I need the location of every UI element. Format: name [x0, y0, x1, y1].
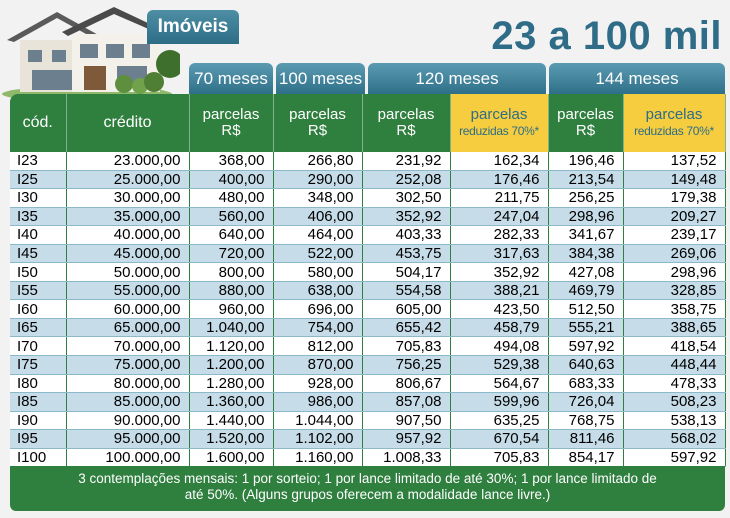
- cell-m100: 580,00: [273, 263, 362, 282]
- cell-m120r: 282,33: [450, 226, 548, 245]
- cell-m120r: 423,50: [450, 300, 548, 319]
- cell-m70: 480,00: [189, 189, 273, 208]
- cell-m144r: 448,44: [623, 356, 725, 375]
- cell-m120: 605,00: [362, 300, 450, 319]
- cell-m144: 854,17: [548, 448, 623, 467]
- cell-credito: 70.000,00: [66, 337, 189, 356]
- cell-cod: I30: [10, 189, 66, 208]
- cell-m120: 252,08: [362, 170, 450, 189]
- cell-m70: 640,00: [189, 226, 273, 245]
- cell-m70: 1.200,00: [189, 356, 273, 375]
- cell-m120r: 176,46: [450, 170, 548, 189]
- cell-m144r: 328,85: [623, 281, 725, 300]
- cell-m100: 754,00: [273, 318, 362, 337]
- footnote-line-2: até 50%. (Alguns grupos oferecem a modalidade lance livre.): [184, 487, 551, 502]
- cell-credito: 75.000,00: [66, 356, 189, 375]
- cell-m100: 522,00: [273, 244, 362, 263]
- table-row: [10, 356, 725, 375]
- cell-m100: 464,00: [273, 226, 362, 245]
- cell-credito: 90.000,00: [66, 411, 189, 430]
- cell-m144: 811,46: [548, 430, 623, 449]
- cell-m120r: 247,04: [450, 207, 548, 226]
- cell-m144: 256,25: [548, 189, 623, 208]
- header-reduzidas-label: reduzidas 70%*: [634, 124, 714, 138]
- table-row: [10, 374, 725, 393]
- cell-m100: 1.102,00: [273, 430, 362, 449]
- credit-range-title: 23 a 100 mil: [491, 14, 722, 58]
- cell-m100: 406,00: [273, 207, 362, 226]
- installments-table-wrap: [10, 94, 725, 467]
- installments-table: [10, 94, 726, 467]
- cell-credito: 95.000,00: [66, 430, 189, 449]
- cell-m144r: 478,33: [623, 374, 725, 393]
- cell-m70: 1.120,00: [189, 337, 273, 356]
- cell-m70: 800,00: [189, 263, 273, 282]
- table-body: [10, 152, 725, 467]
- table-row: [10, 337, 725, 356]
- cell-m144: 726,04: [548, 393, 623, 412]
- cell-m70: 1.280,00: [189, 374, 273, 393]
- cell-cod: I50: [10, 263, 66, 282]
- header-reduzidas-144: [623, 94, 725, 152]
- cell-m100: 1.044,00: [273, 411, 362, 430]
- cell-m144r: 298,96: [623, 263, 725, 282]
- cell-credito: 100.000,00: [66, 448, 189, 467]
- cell-m120: 907,50: [362, 411, 450, 430]
- table-row: [10, 430, 725, 449]
- cell-m144: 597,92: [548, 337, 623, 356]
- cell-m144r: 209,27: [623, 207, 725, 226]
- cell-cod: I70: [10, 337, 66, 356]
- cell-m120r: 388,21: [450, 281, 548, 300]
- cell-m100: 1.160,00: [273, 448, 362, 467]
- cell-cod: I65: [10, 318, 66, 337]
- table-row: [10, 393, 725, 412]
- header-parcelas-label: parcelas: [377, 106, 435, 123]
- header-parcelas-100: [273, 94, 362, 152]
- header-parcelas-label: parcelas: [645, 106, 703, 123]
- cell-m144r: 269,06: [623, 244, 725, 263]
- cell-m120: 957,92: [362, 430, 450, 449]
- table-row: [10, 300, 725, 319]
- cell-m70: 880,00: [189, 281, 273, 300]
- cell-m70: 1.360,00: [189, 393, 273, 412]
- cell-m120r: 564,67: [450, 374, 548, 393]
- header-cod: cód.: [10, 94, 66, 152]
- cell-m144r: 358,75: [623, 300, 725, 319]
- cell-m120r: 670,54: [450, 430, 548, 449]
- cell-m120: 554,58: [362, 281, 450, 300]
- cell-m120: 302,50: [362, 189, 450, 208]
- cell-m120: 231,92: [362, 152, 450, 170]
- cell-m144r: 137,52: [623, 152, 725, 170]
- cell-m144: 469,79: [548, 281, 623, 300]
- cell-cod: I35: [10, 207, 66, 226]
- cell-m144: 683,33: [548, 374, 623, 393]
- cell-credito: 80.000,00: [66, 374, 189, 393]
- cell-cod: I23: [10, 152, 66, 170]
- table-row: [10, 152, 725, 170]
- cell-credito: 40.000,00: [66, 226, 189, 245]
- cell-m70: 720,00: [189, 244, 273, 263]
- cell-m70: 560,00: [189, 207, 273, 226]
- term-tab-120: 120 meses: [368, 63, 546, 94]
- cell-m100: 290,00: [273, 170, 362, 189]
- header-parcelas-144: [548, 94, 623, 152]
- header-currency-label: R$: [221, 122, 241, 139]
- cell-credito: 60.000,00: [66, 300, 189, 319]
- cell-m144: 196,46: [548, 152, 623, 170]
- cell-m120: 806,67: [362, 374, 450, 393]
- header-currency-label: R$: [307, 122, 328, 139]
- cell-credito: 30.000,00: [66, 189, 189, 208]
- cell-credito: 23.000,00: [66, 152, 189, 170]
- cell-m70: 368,00: [189, 152, 273, 170]
- cell-cod: I40: [10, 226, 66, 245]
- footnote-line-1: 3 contemplações mensais: 1 por sorteio; 1 por lance limitado de até 30%; 1 por lance limitado de: [78, 471, 657, 486]
- table-row: [10, 226, 725, 245]
- cell-m100: 348,00: [273, 189, 362, 208]
- table-row: [10, 263, 725, 282]
- cell-m144: 427,08: [548, 263, 623, 282]
- cell-m144r: 418,54: [623, 337, 725, 356]
- cell-m144r: 568,02: [623, 430, 725, 449]
- header-reduzidas-label: reduzidas 70%*: [459, 124, 539, 138]
- header-currency-label: R$: [396, 122, 416, 139]
- cell-m100: 812,00: [273, 337, 362, 356]
- header-credito: crédito: [66, 94, 189, 152]
- table-row: [10, 411, 725, 430]
- cell-m144: 298,96: [548, 207, 623, 226]
- cell-cod: I90: [10, 411, 66, 430]
- cell-m100: 696,00: [273, 300, 362, 319]
- cell-m144: 512,50: [548, 300, 623, 319]
- cell-m144r: 239,17: [623, 226, 725, 245]
- cell-m144r: 149,48: [623, 170, 725, 189]
- cell-m70: 1.600,00: [189, 448, 273, 467]
- cell-m120r: 352,92: [450, 263, 548, 282]
- cell-m120r: 494,08: [450, 337, 548, 356]
- cell-m144: 341,67: [548, 226, 623, 245]
- header-parcelas-120: [362, 94, 450, 152]
- cell-m120: 857,08: [362, 393, 450, 412]
- cell-cod: I100: [10, 448, 66, 467]
- term-tab-144: 144 meses: [549, 63, 725, 94]
- cell-m144r: 508,23: [623, 393, 725, 412]
- cell-m100: 928,00: [273, 374, 362, 393]
- cell-credito: 50.000,00: [66, 263, 189, 282]
- table-row: [10, 170, 725, 189]
- cell-m120: 1.008,33: [362, 448, 450, 467]
- header-parcelas-label: parcelas: [289, 106, 346, 123]
- table-row: [10, 207, 725, 226]
- cell-m120r: 635,25: [450, 411, 548, 430]
- cell-m120: 655,42: [362, 318, 450, 337]
- cell-m120r: 162,34: [450, 152, 548, 170]
- cell-credito: 55.000,00: [66, 281, 189, 300]
- cell-m120r: 599,96: [450, 393, 548, 412]
- cell-m70: 1.440,00: [189, 411, 273, 430]
- cell-m144: 555,21: [548, 318, 623, 337]
- category-tab: Imóveis: [147, 10, 239, 44]
- cell-m100: 266,80: [273, 152, 362, 170]
- cell-m144r: 179,38: [623, 189, 725, 208]
- cell-credito: 65.000,00: [66, 318, 189, 337]
- cell-m70: 960,00: [189, 300, 273, 319]
- cell-m120: 352,92: [362, 207, 450, 226]
- cell-m120r: 458,79: [450, 318, 548, 337]
- cell-cod: I95: [10, 430, 66, 449]
- table-header-row: [10, 94, 725, 152]
- cell-credito: 35.000,00: [66, 207, 189, 226]
- cell-credito: 45.000,00: [66, 244, 189, 263]
- cell-m144r: 388,65: [623, 318, 725, 337]
- cell-credito: 85.000,00: [66, 393, 189, 412]
- cell-credito: 25.000,00: [66, 170, 189, 189]
- cell-m120r: 705,83: [450, 448, 548, 467]
- header-parcelas-70: [189, 94, 273, 152]
- cell-m120r: 317,63: [450, 244, 548, 263]
- cell-m144: 213,54: [548, 170, 623, 189]
- term-tab-100: 100 meses: [276, 63, 365, 94]
- cell-m120: 453,75: [362, 244, 450, 263]
- cell-m144: 384,38: [548, 244, 623, 263]
- cell-cod: I80: [10, 374, 66, 393]
- cell-m70: 400,00: [189, 170, 273, 189]
- table-row: [10, 189, 725, 208]
- table-row: [10, 281, 725, 300]
- cell-m100: 986,00: [273, 393, 362, 412]
- cell-cod: I25: [10, 170, 66, 189]
- contemplation-footnote: [10, 466, 725, 511]
- cell-cod: I75: [10, 356, 66, 375]
- header-parcelas-label: parcelas: [202, 106, 260, 123]
- table-row: [10, 448, 725, 467]
- cell-m120: 403,33: [362, 226, 450, 245]
- cell-m70: 1.520,00: [189, 430, 273, 449]
- table-row: [10, 318, 725, 337]
- cell-m144r: 597,92: [623, 448, 725, 467]
- cell-m120r: 211,75: [450, 189, 548, 208]
- cell-m144: 640,63: [548, 356, 623, 375]
- cell-m100: 870,00: [273, 356, 362, 375]
- cell-m70: 1.040,00: [189, 318, 273, 337]
- header-currency-label: R$: [575, 122, 596, 139]
- cell-cod: I45: [10, 244, 66, 263]
- cell-cod: I85: [10, 393, 66, 412]
- header-reduzidas-120: [450, 94, 548, 152]
- term-tab-70: 70 meses: [189, 63, 273, 94]
- cell-cod: I60: [10, 300, 66, 319]
- cell-m120r: 529,38: [450, 356, 548, 375]
- cell-m120: 504,17: [362, 263, 450, 282]
- cell-m120: 705,83: [362, 337, 450, 356]
- cell-m120: 756,25: [362, 356, 450, 375]
- cell-m144r: 538,13: [623, 411, 725, 430]
- cell-cod: I55: [10, 281, 66, 300]
- header-parcelas-label: parcelas: [557, 106, 614, 123]
- cell-m144: 768,75: [548, 411, 623, 430]
- header-parcelas-label: parcelas: [470, 106, 528, 123]
- table-row: [10, 244, 725, 263]
- cell-m100: 638,00: [273, 281, 362, 300]
